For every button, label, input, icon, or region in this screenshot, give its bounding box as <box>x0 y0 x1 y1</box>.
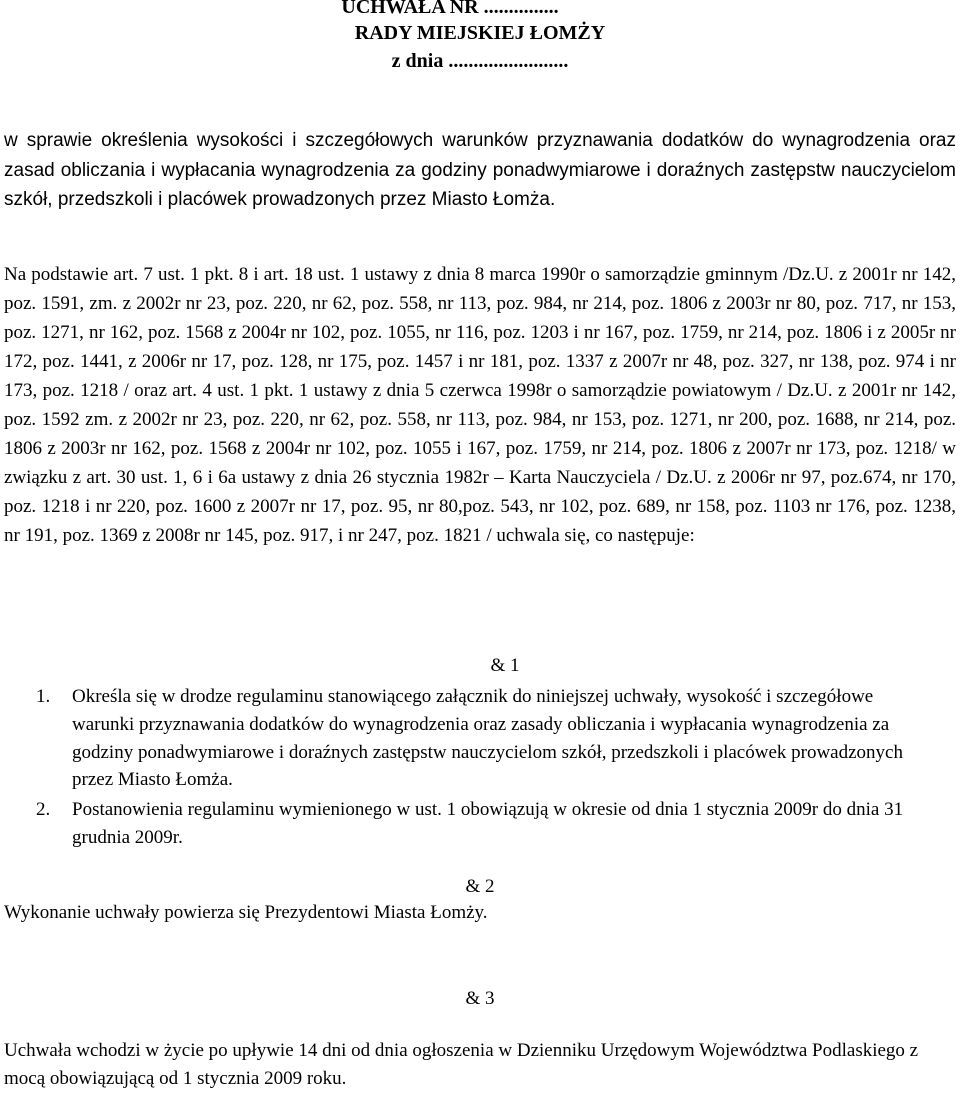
list-item <box>36 796 916 852</box>
legal-basis: Na podstawie art. 7 ust. 1 pkt. 8 i art. 18 ust. 1 ustawy z dnia 8 marca 1990r o samorządzie gminnym /Dz.U. z 2001r nr 142, poz. 1591, zm. z 2002r nr 23, poz. 220, nr 62, poz. 558, nr 113, poz. 984, nr 214, poz. 1806 z 2003r nr 80, poz. 717, nr 153, poz. 1271, nr 162, poz. 1568 z 2004r nr 102, poz. 1055, nr 116, poz. 1203 i nr 167, poz. 1759, nr 214, poz. 1806 i z 2005r nr 172, poz. 1441, z 2006r nr 17, poz. 128, nr 175, poz. 1457 i nr 181, poz. 1337 z 2007r nr 48, poz. 327, nr 138, poz. 974 i nr 173, poz. 1218 / oraz art. 4 ust. 1 pkt. 1 ustawy z dnia 5 czerwca 1998r o samorządzie powiatowym / Dz.U. z 2001r nr 142, poz. 1592 zm. z 2002r nr 23, poz. 220, nr 62, poz. 558, nr 113, poz. 984, nr 153, poz. 1271, nr 200, poz. 1688, nr 214, poz. 1806 z 2003r nr 162, poz. 1568 z 2004r nr 102, poz. 1055 i 167, poz. 1759, nr 214, poz. 1806 z 2007r nr 173, poz. 1218/ w związku z art. 30 ust. 1, 6 i 6a ustawy z dnia 26 stycznia 1982r – Karta Nauczyciela / Dz.U. z 2006r nr 97, poz.674, nr 170, poz. 1218 i nr 220, poz. 1600 z 2007r nr 17, poz. 95, nr 80,poz. 543, nr 102, poz. 689, nr 158, poz. 1103 nr 176, poz. 1238, nr 191, poz. 1369 z 2008r nr 145, poz. 917, i nr 247, poz. 1821 / uchwala się, co następuje: <box>4 264 956 546</box>
section-1-list <box>36 683 916 852</box>
council-name: RADY MIEJSKIEJ ŁOMŻY <box>354 22 606 44</box>
section-1-heading: & 1 <box>490 655 520 676</box>
resolution-date: z dnia ........................ <box>391 50 569 72</box>
item-text: Określa się w drodze regulaminu stanowiącego załącznik do niniejszej uchwały, wysokość i szczegółowe warunki przyznawania dodatków do wynagrodzenia oraz zasady obliczania i wypłacania wynagrodzenia za godziny ponadwymiarowe i doraźnych zastępstw nauczycielom szkół, przedszkoli i placówek prowadzonych przez Miasto Łomża. <box>72 686 903 791</box>
section-2-heading: & 2 <box>465 876 495 897</box>
item-number: 2. <box>36 799 51 821</box>
resolution-number: UCHWAŁA NR ............... <box>341 0 559 18</box>
resolution-subject: w sprawie określenia wysokości i szczegółowych warunków przyznawania dodatków do wynagrodzenia oraz zasad obliczania i wypłacania wynagrodzenia za godziny ponadwymiarowe i doraźnych zastępstw nauczycielom szkół, przedszkoli i placówek prowadzonych przez Miasto Łomża. <box>4 130 956 210</box>
section-3-heading: & 3 <box>465 988 495 1009</box>
list-item <box>36 683 916 794</box>
item-text: Postanowienia regulaminu wymienionego w ust. 1 obowiązują w okresie od dnia 1 stycznia 2009r do dnia 31 grudnia 2009r. <box>72 799 904 848</box>
item-number: 1. <box>36 686 51 707</box>
section-2-text: Wykonanie uchwały powierza się Prezydentowi Miasta Łomży. <box>4 902 488 923</box>
section-3-text: Uchwała wchodzi w życie po upływie 14 dni od dnia ogłoszenia w Dzienniku Urzędowym Województwa Podlaskiego z mocą obowiązującą od 1 stycznia 2009 roku. <box>4 1040 919 1089</box>
